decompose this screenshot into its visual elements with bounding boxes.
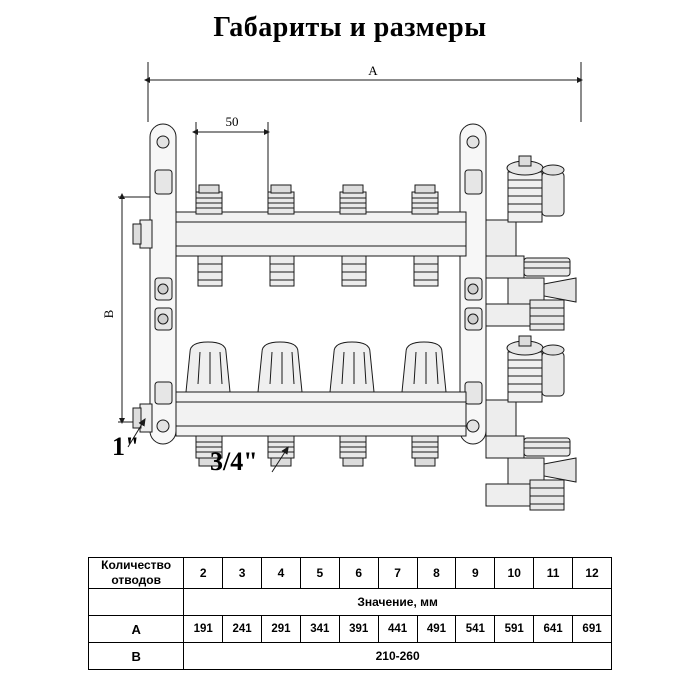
count-cell: 10: [495, 558, 534, 589]
count-cell: 2: [184, 558, 223, 589]
value-cell: 641: [534, 616, 573, 643]
count-cell: 5: [300, 558, 339, 589]
lower-manifold-bar: [176, 392, 466, 436]
table-header-label-line1: Количество: [101, 558, 172, 572]
table-row-B: [89, 643, 612, 670]
upper-flowmeter-stubs: [198, 256, 438, 286]
row-B-merged-value: 210-260: [184, 643, 612, 670]
value-cell: 691: [573, 616, 612, 643]
dimensions-table: [88, 557, 612, 670]
note-row-empty-cell: [89, 589, 184, 616]
left-bracket: [150, 124, 176, 444]
lower-end-assembly: [486, 336, 576, 510]
count-cell: 4: [262, 558, 301, 589]
dimension-A-label: A: [368, 63, 378, 78]
count-cell: 9: [456, 558, 495, 589]
left-end-port-upper: [133, 220, 152, 248]
value-cell: 591: [495, 616, 534, 643]
count-cell: 8: [417, 558, 456, 589]
table-header-label: [89, 558, 184, 589]
count-cell: 6: [339, 558, 378, 589]
technical-drawing: [0, 52, 700, 537]
callout-1-inch: 1": [112, 432, 140, 461]
value-cell: 441: [378, 616, 417, 643]
count-cell: 7: [378, 558, 417, 589]
left-end-port-lower: [133, 404, 152, 432]
row-label-A: A: [89, 616, 184, 643]
row-label-B: B: [89, 643, 184, 670]
table-row-A: [89, 616, 612, 643]
callout-3-4-inch: 3/4": [210, 447, 258, 476]
dimensions-table-wrap: [88, 557, 612, 670]
value-cell: 391: [339, 616, 378, 643]
page-title: Габариты и размеры: [213, 12, 487, 43]
value-cell: 191: [184, 616, 223, 643]
table-header-label-line2: отводов: [111, 573, 161, 587]
upper-end-assembly: [486, 156, 576, 330]
count-cell: 11: [534, 558, 573, 589]
dimension-B-label: B: [101, 309, 116, 319]
manifold-drawing-svg: [0, 52, 700, 537]
value-cell: 241: [223, 616, 262, 643]
count-cell: 12: [573, 558, 612, 589]
dimension-50-label: 50: [225, 114, 239, 129]
thermostatic-valve-heads: [186, 342, 446, 392]
table-row-note: [89, 589, 612, 616]
upper-outlet-ports: [196, 185, 438, 214]
table-row-header: [89, 558, 612, 589]
upper-manifold-bar: [176, 212, 466, 256]
value-cell: 341: [300, 616, 339, 643]
value-cell: 291: [262, 616, 301, 643]
dimension-A: [148, 62, 581, 122]
note-row-value: Значение, мм: [184, 589, 612, 616]
value-cell: 541: [456, 616, 495, 643]
value-cell: 491: [417, 616, 456, 643]
count-cell: 3: [223, 558, 262, 589]
